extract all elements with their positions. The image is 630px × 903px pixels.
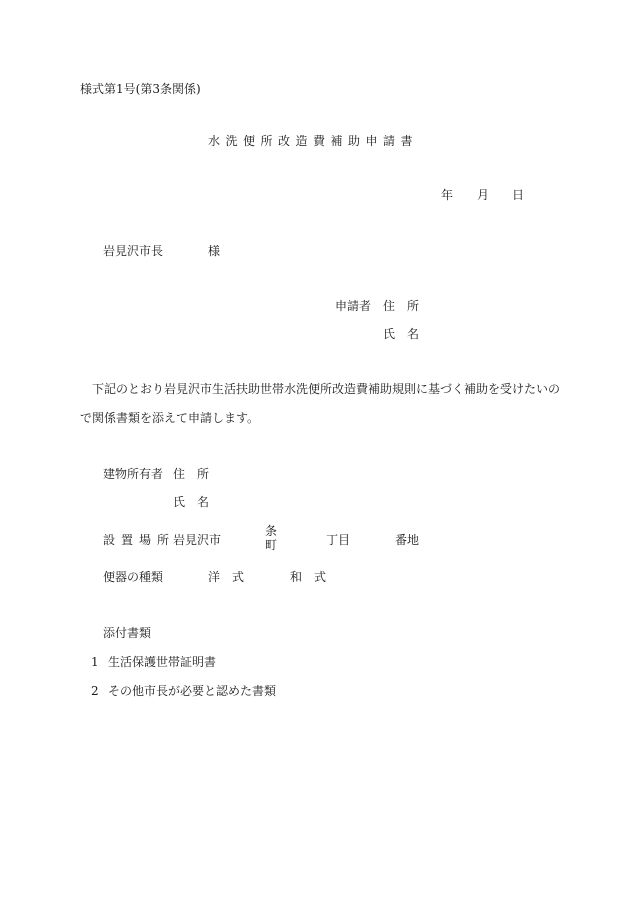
attachment-2-number: 2: [91, 684, 99, 698]
owner-name-label: 氏 名: [173, 495, 210, 509]
toilet-label: 便器の種類: [103, 570, 164, 584]
location-cho: 町: [264, 538, 277, 552]
location-label: 設置場所: [103, 533, 176, 547]
toilet-japanese: 和 式: [290, 570, 327, 584]
addressee-honorific: 様: [208, 244, 221, 258]
attachments-header: 添付書類: [103, 626, 152, 640]
applicant-label: 申請者: [335, 299, 372, 313]
location-chome: 丁目: [326, 533, 351, 547]
attachment-1-text: 生活保護世帯証明書: [108, 655, 217, 669]
document-title: 水洗便所改造費補助申請書: [208, 134, 419, 148]
location-city: 岩見沢市: [173, 533, 222, 547]
body-line-2: で関係書類を添えて申請します。: [80, 411, 260, 425]
addressee-name: 岩見沢市長: [103, 244, 164, 258]
applicant-address-label: 住 所: [383, 299, 420, 313]
location-jo-cho: [264, 524, 278, 552]
body-line-1: 下記のとおり岩見沢市生活扶助世帯水洗便所改造費補助規則に基づく補助を受けたいの: [92, 382, 561, 396]
applicant-name-label: 氏 名: [383, 327, 420, 341]
owner-address-label: 住 所: [173, 467, 210, 481]
attachment-2-text: その他市長が必要と認めた書類: [108, 684, 277, 698]
location-jo: 条: [264, 524, 277, 538]
form-number: 様式第1号(第3条関係): [80, 82, 201, 96]
date-year: 年: [441, 188, 454, 202]
owner-label: 建物所有者: [103, 467, 164, 481]
date-day: 日: [512, 188, 525, 202]
date-month: 月: [477, 188, 490, 202]
location-banchi: 番地: [395, 533, 420, 547]
toilet-western: 洋 式: [208, 570, 245, 584]
attachment-1-number: 1: [91, 655, 99, 669]
